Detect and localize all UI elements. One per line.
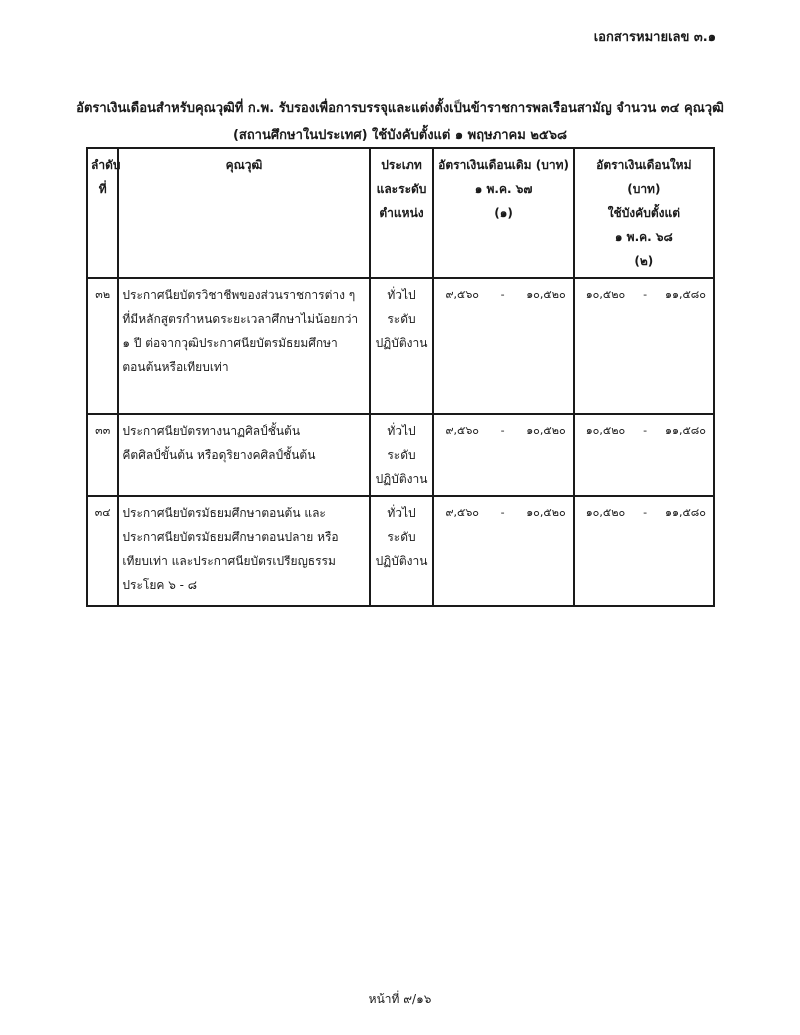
new-rate-max: ๑๑,๕๘๐: [665, 506, 706, 519]
range-separator: -: [500, 288, 505, 301]
header-qualification: คุณวุฒิ: [118, 148, 369, 278]
range-separator: -: [500, 424, 505, 437]
document-number: เอกสารหมายเลข ๓.๑: [593, 30, 716, 45]
page-number: หน้าที่ ๙/๑๖: [368, 992, 432, 1006]
position-type-cell: ทั่วไป ระดับ ปฏิบัติงาน: [370, 496, 434, 606]
qualification-cell: ประกาศนียบัตรทางนาฏศิลป์ชั้นต้น คีตศิลป์ขั้นต้น หรือดุริยางคศิลป์ชั้นต้น: [118, 414, 369, 496]
old-rate-cell: [433, 496, 573, 606]
row-number: ๓๓: [87, 414, 118, 496]
old-rate-cell: [433, 414, 573, 496]
new-rate-min: ๑๐,๕๒๐: [585, 424, 626, 437]
table-header-row: [87, 148, 714, 278]
new-rate-max: ๑๑,๕๘๐: [665, 424, 706, 437]
salary-table: [86, 147, 715, 607]
table-row: [87, 414, 714, 496]
old-rate-min: ๙,๕๖๐: [445, 506, 480, 519]
header-type: ประเภท และระดับ ตำแหน่ง: [370, 148, 434, 278]
position-type-cell: ทั่วไป ระดับ ปฏิบัติงาน: [370, 414, 434, 496]
header-old-rate: อัตราเงินเดือนเดิม (บาท) ๑ พ.ค. ๖๗ (๑): [433, 148, 573, 278]
new-rate-cell: [574, 278, 714, 414]
table-row: [87, 496, 714, 606]
row-number: ๓๔: [87, 496, 118, 606]
row-number: ๓๒: [87, 278, 118, 414]
header-no: ลำดับ ที่: [87, 148, 118, 278]
old-rate-max: ๑๐,๕๒๐: [526, 506, 566, 519]
new-rate-min: ๑๐,๕๒๐: [585, 288, 626, 301]
document-title: อัตราเงินเดือนสำหรับคุณวุฒิที่ ก.พ. รับรองเพื่อการบรรจุและแต่งตั้งเป็นข้าราชการพลเรือนสามัญ จำนวน ๓๔ คุณวุฒิ: [76, 101, 724, 116]
old-rate-min: ๙,๕๖๐: [445, 424, 480, 437]
new-rate-cell: [574, 496, 714, 606]
range-separator: -: [643, 288, 648, 301]
new-rate-min: ๑๐,๕๒๐: [585, 506, 626, 519]
range-separator: -: [500, 506, 505, 519]
header-new-rate: อัตราเงินเดือนใหม่ (บาท) ใช้บังคับตั้งแต่ ๑ พ.ค. ๖๘ (๒): [574, 148, 714, 278]
qualification-cell: ประกาศนียบัตรวิชาชีพของส่วนราชการต่าง ๆ ที่มีหลักสูตรกำหนดระยะเวลาศึกษาไม่น้อยกว่า ๑ ปี ต่อจากวุฒิประกาศนียบัตรมัธยมศึกษา ตอนต้นหรือเทียบเท่า: [118, 278, 369, 414]
old-rate-max: ๑๐,๕๒๐: [526, 424, 566, 437]
new-rate-max: ๑๑,๕๘๐: [665, 288, 706, 301]
document-subtitle: (สถานศึกษาในประเทศ) ใช้บังคับตั้งแต่ ๑ พฤษภาคม ๒๕๖๘: [232, 128, 568, 143]
range-separator: -: [643, 506, 648, 519]
old-rate-cell: [433, 278, 573, 414]
qualification-cell: ประกาศนียบัตรมัธยมศึกษาตอนต้น และ ประกาศนียบัตรมัธยมศึกษาตอนปลาย หรือ เทียบเท่า และประกาศนียบัตรเปรียญธรรม ประโยค ๖ - ๘: [118, 496, 369, 606]
range-separator: -: [643, 424, 648, 437]
new-rate-cell: [574, 414, 714, 496]
table-row: [87, 278, 714, 414]
position-type-cell: ทั่วไป ระดับ ปฏิบัติงาน: [370, 278, 434, 414]
old-rate-max: ๑๐,๕๒๐: [526, 288, 566, 301]
old-rate-min: ๙,๕๖๐: [445, 288, 480, 301]
